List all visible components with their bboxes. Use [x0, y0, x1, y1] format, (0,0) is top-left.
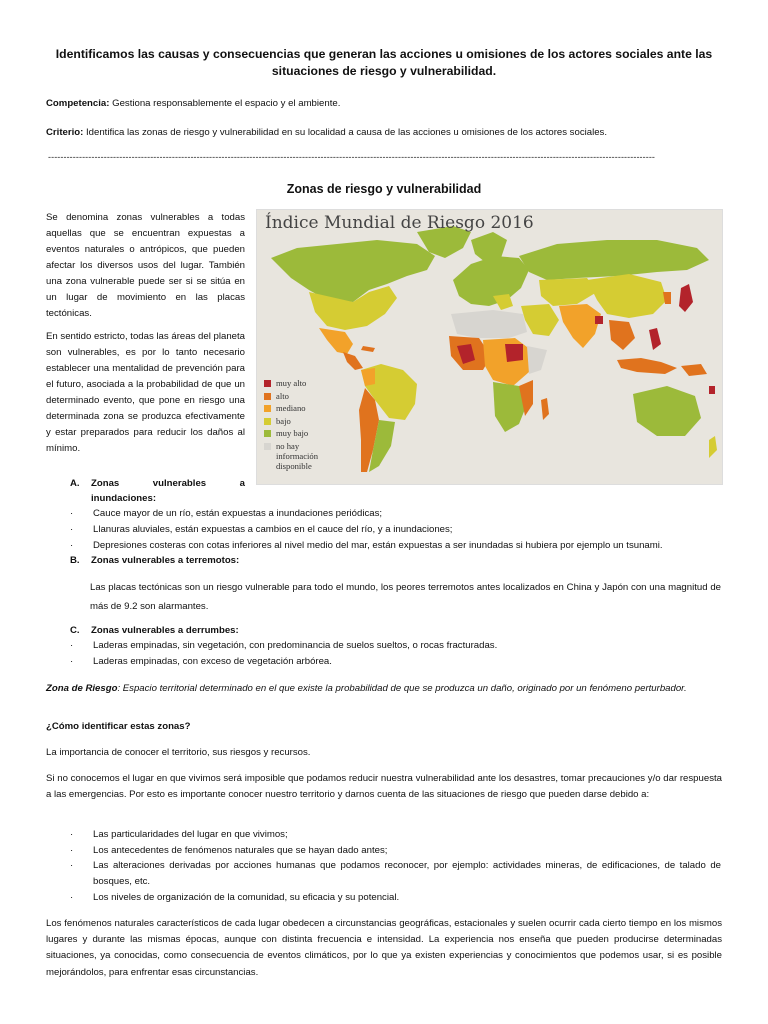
map-region-australia: [633, 386, 701, 436]
know-territory-paragraph: Si no conocemos el lugar en que vivimos será imposible que podamos reducir nuestra vulnerabilidad ante los desastres, tomar precauciones y/o dar respuesta a las emergencias. Por esto es importante conocer nuestro territorio y darnos cuenta de las situaciones de riesgo que pueden darse debido a:: [46, 773, 722, 800]
map-region-north-africa: [451, 310, 527, 338]
legend-label: alto: [276, 390, 289, 401]
legend-label: muy bajo: [276, 428, 309, 438]
legend-label: mediano: [276, 403, 306, 413]
map-region-bangladesh: [595, 316, 603, 324]
list-item-text: Llanuras aluviales, están expuestas a cambios en el cauce del río, y a inundaciones;: [93, 524, 453, 535]
section-c-title: Zonas vulnerables a derrumbes:: [91, 625, 239, 636]
legend-label: muy alto: [276, 378, 307, 388]
intro-paragraph-1: Se denomina zonas vulnerables a todas aquellas que se encuentran expuestas a eventos naturales o antrópicos, que pueden afectar los diversos usos del lugar. También una zona vulnerable puede ser si se sitúa en un lugar de movimiento en las placas tectónicas.: [46, 212, 245, 319]
legend-item-sin-info: [264, 440, 338, 471]
question-heading: ¿Cómo identificar estas zonas?: [46, 721, 191, 732]
map-region-east-africa: [527, 346, 547, 374]
list-item: [0, 638, 768, 654]
legend-swatch: [264, 443, 271, 450]
list-item-text: Las alteraciones derivadas por acciones humanas que podamos reconocer, por ejemplo: actividades mineras, de edificaciones, de talado de bosques, etc.: [93, 860, 721, 887]
section-a-letter: A.: [70, 478, 80, 489]
list-item: [0, 843, 768, 859]
world-risk-map: [256, 209, 723, 485]
list-item: [0, 858, 768, 890]
legend-label: no hay información disponible: [276, 440, 318, 471]
map-region-europe: [453, 256, 529, 306]
risk-zone-definition: [46, 681, 722, 697]
map-region-canada: [271, 240, 435, 302]
legend-swatch: [264, 393, 271, 400]
competencia-line: [46, 96, 722, 112]
legend-item-alto: [264, 391, 338, 404]
map-title: Índice Mundial de Riesgo 2016: [265, 213, 534, 233]
map-region-russia: [519, 240, 709, 280]
bullet-dot: ·: [70, 524, 74, 535]
bullet-dot: ·: [70, 656, 74, 667]
map-region-pacific-islands: [709, 386, 715, 394]
list-item: [0, 522, 768, 538]
legend-item-bajo: [264, 416, 338, 429]
closing-paragraph: Los fenómenos naturales característicos de cada lugar obedecen a circunstancias geográficas, estacionales y suelen ocurrir cada cierto tiempo en los mismos lugares y durante las mismas épocas, aunque con distinta frecuencia e intensidad. La experiencia nos enseña que pueden producirse determinadas situaciones, ya conocidas, como consecuencia de eventos climáticos, por lo que ya existen experiencias y conocimientos que podemos usar, si es posible mejorándolos, para enfrentar esas circunstancias.: [46, 918, 722, 978]
bullet-dot: ·: [70, 829, 74, 840]
importance-line: La importancia de conocer el territorio, sus riesgos y recursos.: [46, 747, 311, 758]
list-item: [0, 538, 768, 554]
map-region-madagascar: [541, 398, 549, 420]
bullet-dot: ·: [70, 640, 74, 651]
legend-swatch: [264, 405, 271, 412]
list-item-text: Los niveles de organización de la comunidad, su eficacia y su potencial.: [93, 892, 400, 903]
legend-item-muy-bajo: [264, 428, 338, 441]
list-item: [0, 827, 768, 843]
list-item-text: Los antecedentes de fenómenos naturales que se hayan dado antes;: [93, 845, 388, 856]
bullet-dot: ·: [70, 508, 74, 519]
section-title: Zonas de riesgo y vulnerabilidad: [286, 182, 482, 196]
map-region-papua: [681, 364, 707, 376]
legend-swatch: [264, 418, 271, 425]
bullet-dot: ·: [70, 845, 74, 856]
map-region-mexico: [319, 328, 353, 354]
section-b-text: Las placas tectónicas son un riesgo vulnerable para todo el mundo, los peores terremotos antes localizados en China y Japón con una magnitud de más de 9.2 son alarmantes.: [90, 582, 721, 612]
definition-text: : Espacio territorial determinado en el que existe la probabilidad de que se produzca un daño, originado por un fenómeno perturbador.: [117, 683, 687, 694]
legend-label: bajo: [276, 415, 291, 426]
divider-line: ----------------------------------------------------------------------------------------------------------------------------------------------------------------------------------------------------: [48, 152, 656, 162]
bullet-dot: ·: [70, 540, 74, 551]
map-region-south-asia: [559, 304, 601, 348]
map-legend: [264, 378, 338, 471]
map-region-philippines: [649, 328, 661, 350]
section-a-title-1: Zonas vulnerables a: [91, 478, 245, 489]
section-b-title: Zonas vulnerables a terremotos:: [91, 555, 240, 566]
list-item-text: Cauce mayor de un río, están expuestas a inundaciones periódicas;: [93, 508, 383, 519]
map-region-caribbean: [361, 346, 375, 352]
section-c-letter: C.: [70, 625, 80, 636]
criterio-label: Criterio:: [46, 127, 84, 138]
list-item: [0, 506, 768, 522]
list-item-text: Laderas empinadas, con exceso de vegetación arbórea.: [93, 656, 332, 667]
bullet-dot: ·: [70, 892, 74, 903]
map-region-central-america: [343, 352, 363, 370]
map-region-china: [587, 274, 667, 318]
section-c-heading: [0, 623, 768, 639]
competencia-text: Gestiona responsablemente el espacio y el ambiente.: [112, 98, 341, 109]
legend-item-muy-alto: [264, 378, 338, 391]
map-region-chad: [505, 344, 523, 362]
map-region-new-zealand: [709, 436, 717, 458]
criterio-line: [46, 125, 722, 141]
list-item: [0, 890, 768, 906]
section-b-heading: [0, 553, 768, 569]
section-a-heading: [0, 476, 768, 510]
document-title: Identificamos las causas y consecuencias que generan las acciones u omisiones de los actores sociales ante las situaciones de riesgo y vulnerabilidad.: [55, 47, 713, 78]
map-region-colombia: [361, 368, 375, 386]
section-a-title-2: inundaciones:: [91, 493, 157, 504]
legend-swatch: [264, 380, 271, 387]
map-region-japan: [679, 284, 693, 312]
criterio-text: Identifica las zonas de riesgo y vulnerabilidad en su localidad a causa de las acciones u omisiones de los actores sociales.: [85, 127, 608, 138]
bullet-dot: ·: [70, 860, 74, 871]
list-item: [0, 654, 768, 670]
competencia-label: Competencia:: [46, 98, 110, 109]
section-b-letter: B.: [70, 555, 80, 566]
definition-term: Zona de Riesgo: [46, 683, 118, 694]
legend-item-mediano: [264, 403, 338, 416]
map-region-southeast-asia: [609, 320, 635, 350]
list-item-text: Las particularidades del lugar en que vivimos;: [93, 829, 288, 840]
map-region-indonesia: [617, 358, 677, 374]
list-item-text: Depresiones costeras con cotas inferiores al nivel medio del mar, están expuestas a ser inundadas si hubiera por ejemplo un tsunami.: [93, 540, 663, 551]
list-item-text: Laderas empinadas, sin vegetación, con predominancia de suelos sueltos, o rocas fracturadas.: [93, 640, 498, 651]
legend-swatch: [264, 430, 271, 437]
intro-paragraph-2: En sentido estricto, todas las áreas del planeta son vulnerables, es por lo tanto necesario establecer una mentalidad de prevención para el futuro, asociada a la probabilidad de que un determinado evento, que pone en riesgo una determinada zona se produzca efectivamente y estar preparados para reducir los daños al mínimo.: [46, 331, 245, 454]
